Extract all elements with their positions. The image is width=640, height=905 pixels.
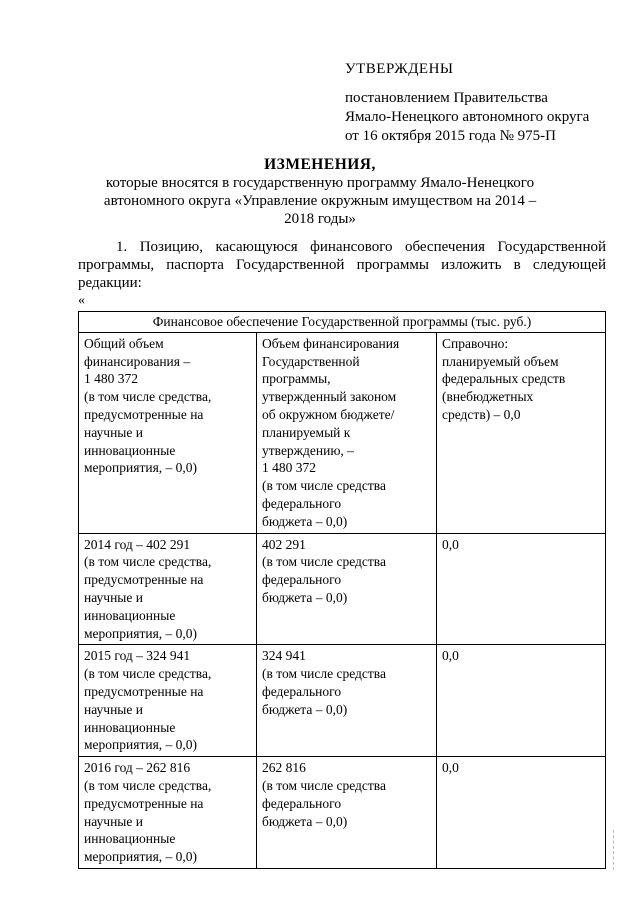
cell-text-line: предусмотренные на (84, 795, 204, 811)
cell-text-line: бюджета – 0,0) (262, 701, 348, 717)
table-row (79, 332, 606, 533)
cell-text-line: средств) – 0,0 (442, 406, 521, 422)
cell-text-line: 0,0 (442, 536, 459, 552)
cell-text-line: утвержденный законом (262, 389, 397, 405)
cell-text-line: федеральных средств (442, 371, 566, 387)
cell-text-line: предусмотренные на (84, 406, 204, 422)
cell-text-line: (в том числе средства, (84, 777, 212, 793)
cell-text-line: (внебюджетных (442, 389, 534, 405)
cell-text-line: федерального (262, 795, 342, 811)
cell-text-line: Объем финансирования (262, 335, 400, 351)
cell-text-line: научные и (84, 424, 143, 440)
cell-text-line: бюджета – 0,0) (262, 589, 348, 605)
cell-text-line: научные и (84, 813, 143, 829)
cell-text-line: бюджета – 0,0) (262, 813, 348, 829)
cell-text-line: (в том числе средства, (84, 389, 212, 405)
reference-column-cell (437, 533, 606, 645)
cell-text-line: планируемый к (262, 424, 351, 440)
cell-text-line: 1 480 372 (84, 371, 138, 387)
program-column-cell (257, 757, 437, 869)
cell-text-line: инновационные (84, 442, 176, 458)
cell-text-line: (в том числе средства (262, 554, 386, 570)
program-column-cell (257, 645, 437, 757)
cell-text-line: утверждению, – (262, 442, 354, 458)
table-row (79, 533, 606, 645)
program-column-cell (257, 332, 437, 533)
table-row (79, 645, 606, 757)
total-column-cell (79, 533, 257, 645)
cell-text-line: мероприятия, – 0,0) (84, 460, 198, 476)
cell-text-line: предусмотренные на (84, 572, 204, 588)
cell-text-line: 402 291 (262, 536, 306, 552)
cell-text-line: (в том числе средства, (84, 554, 212, 570)
table-caption: Финансовое обеспечение Государственной программы (тыс. руб.) (79, 312, 606, 333)
cell-text-line: об окружном бюджете/ (262, 406, 395, 422)
cell-text-line: финансирования – (84, 353, 191, 369)
cell-text-line: федерального (262, 683, 342, 699)
cell-text-line: инновационные (84, 719, 176, 735)
total-column-cell (79, 645, 257, 757)
cell-text-line: инновационные (84, 831, 176, 847)
cell-text-line: (в том числе средства (262, 478, 386, 494)
cell-text-line: программы, (262, 371, 331, 387)
approval-line: постановлением Правительства (345, 90, 548, 106)
reference-column-cell (437, 332, 606, 533)
document-subtitle: которые вносятся в государственную программу Ямало-Ненецкого автономного округа «Управление окружным имуществом на 2014 – 2018 годы» (103, 175, 537, 227)
table-caption-row (79, 312, 606, 333)
cell-text-line: (в том числе средства (262, 777, 386, 793)
cell-text-line: (в том числе средства (262, 666, 386, 682)
cell-text-line: научные и (84, 589, 143, 605)
cell-text-line: научные и (84, 701, 143, 717)
financing-table (78, 311, 606, 869)
cell-text-line: федерального (262, 572, 342, 588)
cell-text-line: мероприятия, – 0,0) (84, 849, 198, 865)
program-column-cell (257, 533, 437, 645)
cell-text-line: планируемый объем (442, 353, 559, 369)
cell-text-line: 2016 год – 262 816 (84, 760, 191, 776)
cell-text-line: 324 941 (262, 648, 306, 664)
document-title: ИЗМЕНЕНИЯ, (264, 156, 376, 173)
cell-text-line: Государственной (262, 353, 360, 369)
approval-line: Ямало-Ненецкого автономного округа (345, 109, 590, 125)
cell-text-line: 0,0 (442, 760, 459, 776)
total-column-cell (79, 757, 257, 869)
cell-text-line: инновационные (84, 607, 176, 623)
cell-text-line: Справочно: (442, 335, 509, 351)
reference-column-cell (437, 757, 606, 869)
approval-line: от 16 октября 2015 года № 975-П (345, 128, 557, 144)
open-quote: « (78, 293, 85, 308)
cell-text-line: 262 816 (262, 760, 306, 776)
cell-text-line: (в том числе средства, (84, 666, 212, 682)
total-column-cell (79, 332, 257, 533)
cell-text-line: 1 480 372 (262, 460, 316, 476)
cell-text-line: 2015 год – 324 941 (84, 648, 191, 664)
cell-text-line: предусмотренные на (84, 683, 204, 699)
approval-stamp (345, 60, 589, 146)
cell-text-line: Общий объем (84, 335, 164, 351)
table-row (79, 757, 606, 869)
amendment-paragraph: 1. Позицию, касающуюся финансового обеспечения Государственной программы, паспорта Государственной программы изложить в следующей редакции: (78, 239, 606, 291)
cell-text-line: федерального (262, 495, 342, 511)
margin-mark (613, 830, 615, 870)
cell-text-line: 0,0 (442, 648, 459, 664)
cell-text-line: мероприятия, – 0,0) (84, 625, 198, 641)
cell-text-line: мероприятия, – 0,0) (84, 737, 198, 753)
cell-text-line: бюджета – 0,0) (262, 513, 348, 529)
reference-column-cell (437, 645, 606, 757)
approval-heading: УТВЕРЖДЕНЫ (345, 61, 454, 77)
cell-text-line: 2014 год – 402 291 (84, 536, 191, 552)
